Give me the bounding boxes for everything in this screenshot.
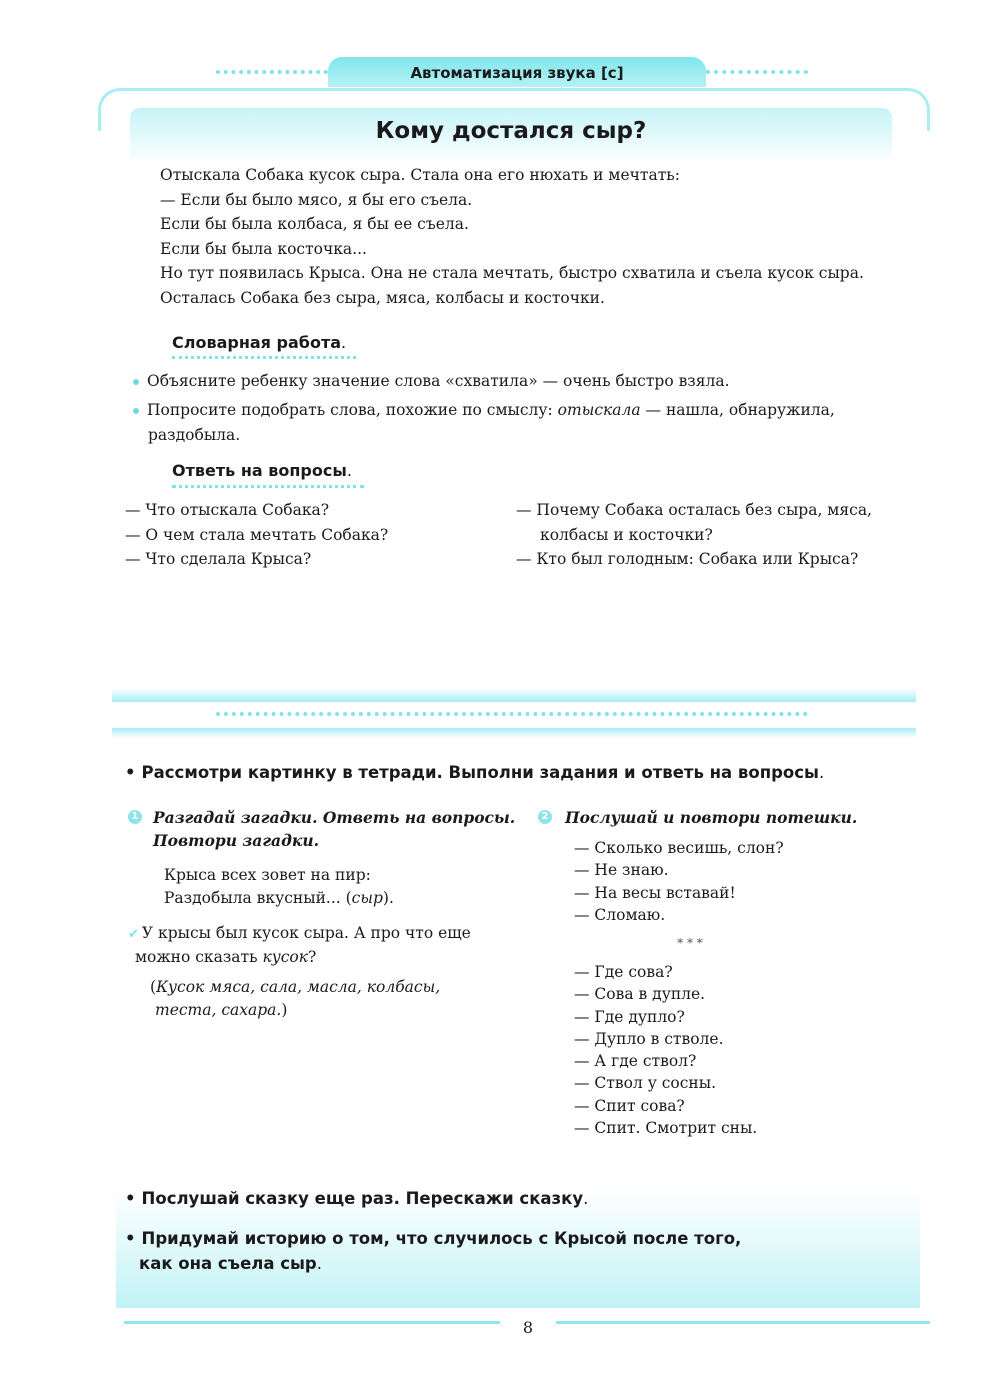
riddle-line: Крыса всех зовет на пир: (164, 866, 371, 884)
question-item: — Что отыскала Собака? (125, 501, 330, 519)
vocab-item (133, 398, 933, 447)
bullet-dot-icon (133, 408, 139, 414)
story-title: Кому достался сыр? (375, 118, 647, 144)
riddle-answer: сыр (351, 889, 383, 907)
section2-number: 2 (538, 810, 552, 824)
questions-left (125, 498, 505, 572)
vocab-heading-underline (172, 356, 356, 359)
invent-task: • Придумай историю о том, что случилось с Крысой после того, как она съела сыр. (125, 1229, 742, 1273)
questions-heading: Ответь на вопросы. (172, 461, 352, 480)
retell-task: • Послушай сказку еще раз. Перескажи сказку. (125, 1189, 589, 1208)
vocab-item-text: — нашла, обнаружила, (640, 401, 835, 419)
story-line: Если бы была косточка... (160, 239, 367, 258)
header-tab (328, 57, 706, 87)
question-item: — Почему Собака осталась без сыра, мяса, (516, 501, 872, 519)
divider-dots (216, 712, 808, 716)
rhyme-line: — Дупло в стволе. (574, 1029, 724, 1048)
rhyme-line: — Где сова? (574, 963, 673, 981)
rhyme-line: — Ствол у сосны. (574, 1074, 717, 1093)
riddle-text: ). (382, 889, 394, 907)
retell-task-text: Послушай сказку еще раз. Перескажи сказку (141, 1189, 584, 1208)
bullet-dot-icon (133, 379, 139, 385)
questions-heading-underline (172, 485, 364, 488)
section1-title: Повтори загадки. (153, 831, 320, 850)
invent-task-text: Придумай историю о том, что случилось с Крысой после того, (141, 1229, 742, 1248)
story-line: Отыскала Собака кусок сыра. Стала она его нюхать и мечтать: (160, 166, 680, 184)
riddle-line (164, 887, 524, 910)
rhyme-line: — Не знаю. (574, 861, 669, 880)
section1-title: Разгадай загадки. Ответь на вопросы. (153, 808, 516, 827)
task-main: • Рассмотри картинку в тетради. Выполни задания и ответь на вопросы. (125, 763, 825, 782)
header-dots-right (706, 70, 808, 74)
question-item: — Кто был голодным: Собака или Крыса? (516, 550, 859, 568)
footer-line-right (556, 1321, 930, 1324)
check-text: ? (308, 948, 317, 966)
divider-band-top (112, 688, 916, 702)
header-title: Автоматизация звука [с] (410, 64, 624, 82)
riddle-text: Раздобыла вкусный... ( (164, 889, 352, 907)
story-line: Если бы была колбаса, я бы ее съела. (160, 215, 469, 233)
task-main-text: Рассмотри картинку в тетради. Выполни задания и ответь на вопросы (141, 763, 819, 782)
questions-right (516, 498, 936, 572)
answer-text: Кусок мяса, сала, масла, колбасы, (156, 978, 441, 996)
rhyme-line: — Где дупло? (574, 1007, 685, 1026)
check-line (128, 922, 528, 946)
story-line: Осталась Собака без сыра, мяса, колбасы и косточки. (160, 288, 605, 307)
rhyme-line: — А где ствол? (574, 1052, 697, 1071)
question-item: колбасы и косточки? (540, 525, 713, 544)
rhyme-line: — Сколько весишь, слон? (574, 839, 784, 857)
vocab-item-italic-word: отыскала (557, 401, 641, 419)
rhyme-separator: * * * (677, 936, 703, 950)
question-item: — О чем стала мечтать Собака? (125, 525, 389, 544)
rhyme-line: — На весы вставай! (574, 883, 736, 902)
vocab-heading: Словарная работа. (172, 333, 347, 352)
checkmark-icon: ✔ (128, 927, 139, 942)
check-text: можно сказать (135, 948, 263, 966)
question-item: — Что сделала Крыса? (125, 550, 312, 568)
rhyme-line: — Спит сова? (574, 1096, 685, 1115)
check-line (128, 946, 528, 969)
section1-number: 1 (128, 810, 142, 824)
riddle (164, 864, 524, 910)
vocab-heading-text: Словарная работа (172, 333, 342, 352)
answer (150, 976, 510, 1022)
questions-heading-text: Ответь на вопросы (172, 461, 347, 480)
vocab-item (133, 369, 933, 394)
page-number: 8 (522, 1318, 534, 1337)
story-text (160, 163, 920, 310)
check-question (128, 922, 528, 969)
invent-task-text: как она съела сыр (139, 1254, 317, 1273)
rhyme-line: — Сломаю. (574, 906, 666, 925)
answer-line: (Кусок мяса, сала, масла, колбасы, (150, 978, 441, 996)
story-line: Но тут появилась Крыса. Она не стала мечтать, быстро схватила и съела кусок сыра. (160, 264, 864, 282)
header-dots-left (216, 70, 328, 74)
vocab-item-text: раздобыла. (148, 425, 241, 444)
answer-line: теста, сахара.) (155, 1001, 288, 1019)
footer-line-left (124, 1321, 500, 1324)
story-line: — Если бы было мясо, я бы его съела. (160, 190, 473, 209)
rhyme2 (574, 961, 874, 1139)
vocab-item-text: Объясните ребенку значение слова «схватила» — очень быстро взяла. (147, 372, 730, 390)
check-text: У крысы был кусок сыра. А про что еще (141, 924, 471, 942)
section2-title: Послушай и повтори потешки. (565, 808, 858, 827)
check-italic-word: кусок (262, 948, 309, 966)
rhyme1 (574, 837, 874, 927)
vocab-item-text: Попросите подобрать слова, похожие по смыслу: (147, 401, 558, 419)
answer-text: теста, сахара. (155, 1001, 282, 1019)
rhyme-line: — Сова в дупле. (574, 985, 706, 1004)
rhyme-line: — Спит. Смотрит сны. (574, 1119, 758, 1138)
divider-band-bottom (112, 728, 916, 738)
